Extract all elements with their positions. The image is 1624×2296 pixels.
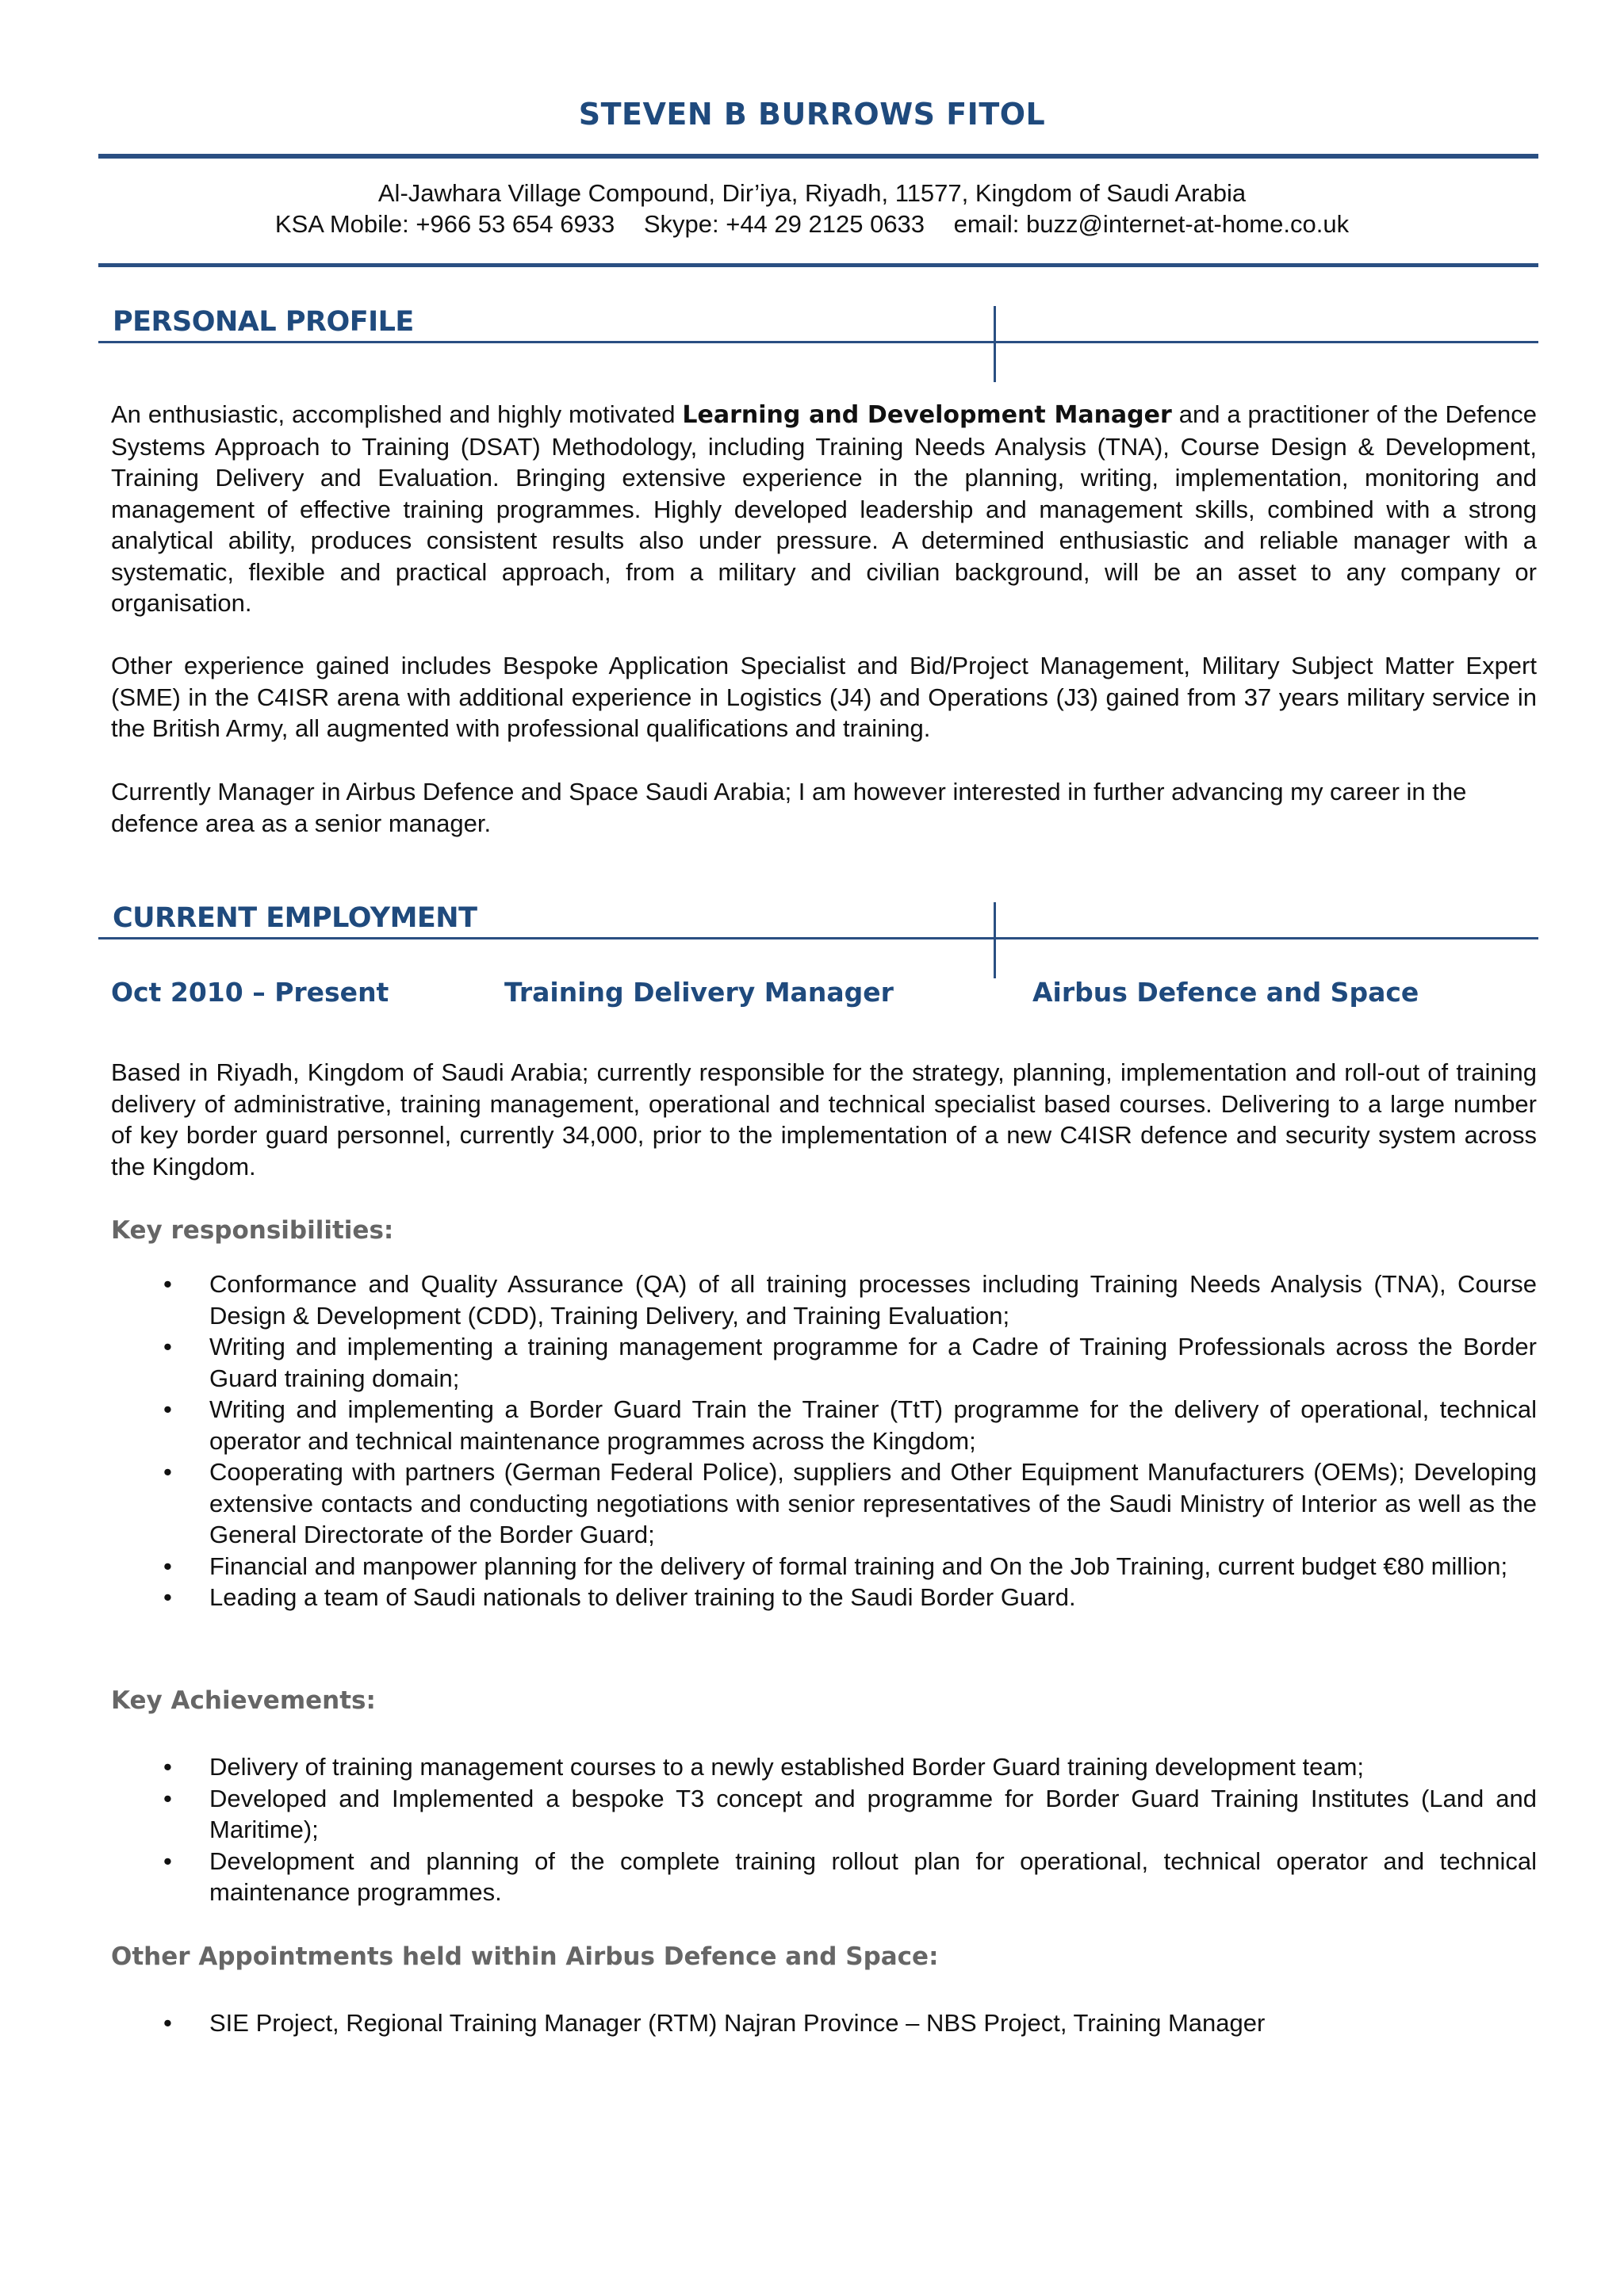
list-item: • Development and planning of the complete training rollout plan for operational, technical operator and technical maintenance programmes. xyxy=(111,1846,1537,1908)
candidate-name: STEVEN B BURROWS FITOL xyxy=(578,97,1046,132)
section-heading-employment: CURRENT EMPLOYMENT xyxy=(113,902,477,934)
profile-paragraph-1: An enthusiastic, accomplished and highly motivated Learning and Development Manager and a practitioner of the Defence Systems Approach to Training (DSAT) Methodology, including Training Needs Analysis (TNA), Course Design & Development, Training Delivery and Evaluation. Bringing extensive experience in the planning, writing, implementation, monitoring and management of effective training programmes. Highly developed leadership and management skills, combined with a strong analytical ability, produces consistent results also under pressure. A determined enthusiastic and reliable manager with a systematic, flexible and practical approach, from a military and civilian background, will be an asset to any company or organisation. xyxy=(111,400,1537,617)
profile-paragraph-3: Currently Manager in Airbus Defence and Space Saudi Arabia; I am however interested in further advancing my career in the defence area as a senior manager. xyxy=(111,778,1467,837)
section-heading-profile: PERSONAL PROFILE xyxy=(113,306,414,338)
list-item: • SIE Project, Regional Training Manager (RTM) Najran Province – NBS Project, Training Manager xyxy=(111,2007,1537,2039)
list-item: • Cooperating with partners (German Federal Police), suppliers and Other Equipment Manufacturers (OEMs); Developing extensive contacts and conducting negotiations with senior representatives of the Saudi Ministry of Interior as well as the General Directorate of the Border Guard; xyxy=(111,1456,1537,1551)
contact-skype: Skype: +44 29 2125 0633 xyxy=(643,210,925,238)
list-item: • Delivery of training management courses to a newly established Border Guard training development team; xyxy=(111,1751,1537,1783)
achievements-list xyxy=(111,1751,1537,1908)
contact-mobile: KSA Mobile: +966 53 654 6933 xyxy=(274,210,615,238)
list-item: • Financial and manpower planning for the delivery of formal training and On the Job Training, current budget €80 million; xyxy=(111,1551,1537,1582)
header-top-rule xyxy=(98,154,1538,159)
list-item: • Leading a team of Saudi nationals to deliver training to the Saudi Border Guard. xyxy=(111,1582,1537,1613)
job-title: Training Delivery Manager xyxy=(504,977,894,1008)
contact-email[interactable]: email: buzz@internet-at-home.co.uk xyxy=(953,210,1350,238)
job-summary: Based in Riyadh, Kingdom of Saudi Arabia; currently responsible for the strategy, planning, implementation and roll-out of training delivery of administrative, training management, operational and technical specialist based courses. Delivering to a large number of key border guard personnel, currently 34,000, prior to the implementation of a new C4ISR defence and security system across the Kingdom. xyxy=(111,1058,1537,1181)
job-dates: Oct 2010 – Present xyxy=(111,977,389,1008)
list-item: • Writing and implementing a training management programme for a Cadre of Training Professionals across the Border Guard training domain; xyxy=(111,1331,1537,1394)
section-divider-employment xyxy=(994,902,996,978)
list-item: • Conformance and Quality Assurance (QA) of all training processes including Training Needs Analysis (TNA), Course Design & Development (CDD), Training Delivery, and Training Evaluation; xyxy=(111,1269,1537,1331)
job-company: Airbus Defence and Space xyxy=(1032,977,1419,1008)
list-item: • Developed and Implemented a bespoke T3 concept and programme for Border Guard Training Institutes (Land and Maritime); xyxy=(111,1783,1537,1846)
section-divider-profile xyxy=(994,306,996,382)
header-bottom-rule xyxy=(98,263,1538,267)
contact-line xyxy=(0,210,1624,239)
responsibilities-heading: Key responsibilities: xyxy=(111,1216,394,1245)
appointments-list xyxy=(111,2007,1537,2039)
list-item: • Writing and implementing a Border Guard Train the Trainer (TtT) programme for the delivery of operational, technical operator and technical maintenance programmes across the Kingdom; xyxy=(111,1394,1537,1456)
section-rule-employment xyxy=(98,937,1538,939)
appointments-heading: Other Appointments held within Airbus Defence and Space: xyxy=(111,1942,939,1971)
responsibilities-list xyxy=(111,1269,1537,1613)
achievements-heading: Key Achievements: xyxy=(111,1686,376,1715)
profile-role-highlight: Learning and Development Manager xyxy=(682,401,1172,429)
profile-paragraph-2: Other experience gained includes Bespoke Application Specialist and Bid/Project Management, Military Subject Matter Expert (SME) in the C4ISR arena with additional experience in Logistics (J4) and Operations (J3) gained from 37 years military service in the British Army, all augmented with professional qualifications and training. xyxy=(111,652,1537,742)
job-header-row xyxy=(0,977,1624,1012)
section-rule-profile xyxy=(98,341,1538,343)
contact-address: Al-Jawhara Village Compound, Dir’iya, Riyadh, 11577, Kingdom of Saudi Arabia xyxy=(377,179,1247,207)
